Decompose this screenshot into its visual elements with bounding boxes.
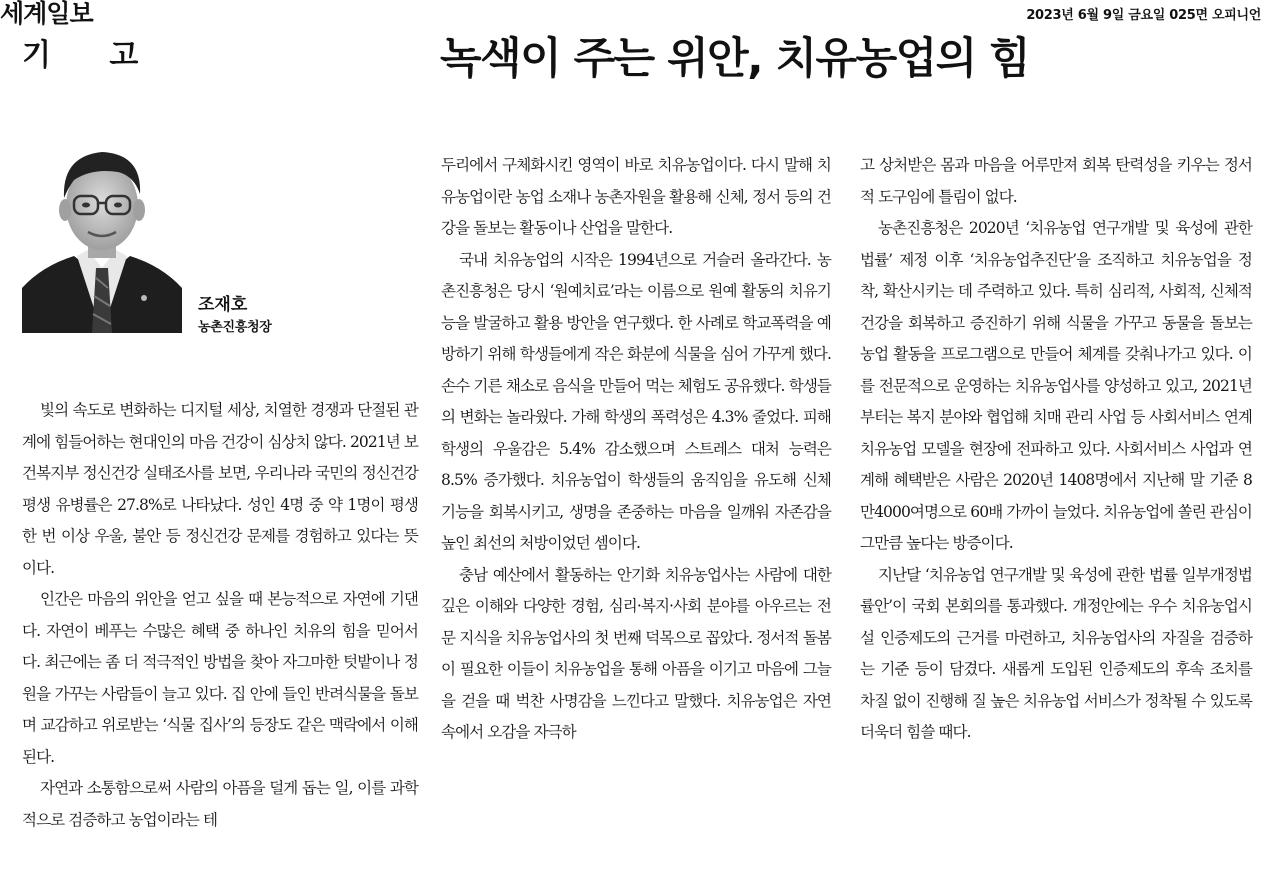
newspaper-logo: 세계일보 — [0, 0, 93, 28]
paragraph: 충남 예산에서 활동하는 안기화 치유농업사는 사람에 대한 깊은 이해와 다양한 경험, 심리·복지·사회 분야를 아우르는 전문 지식을 치유농업사의 첫 번째 덕목으로 꼽았다. 정서적 돌봄이 필요한 이들이 치유농업을 통해 아픔을 이기고 마음에 그늘을 걷을 때 벅찬 사명감을 느낀다고 말했다. 치유농업은 자연 속에서 오감을 자극하 — [441, 565, 831, 741]
paragraph: 농촌진흥청은 2020년 ‘치유농업 연구개발 및 육성에 관한 법률’ 제정 이후 ‘치유농업추진단’을 조직하고 치유농업을 정착, 확산시키는 데 주력하고 있다. 특히 심리적, 사회적, 신체적 건강을 회복하고 증진하기 위해 식물을 가꾸고 동물을 돌보는 농업 활동을 프로그램으로 만들어 체계를 갖춰나가고 있다. 이를 전문적으로 운영하는 치유농업사를 양성하고 있고, 2021년부터는 복지 분야와 협업해 치매 관리 사업 등 사회서비스 연계 치유농업 모델을 현장에 전파하고 있다. 사회서비스 사업과 연계해 혜택받은 사람은 2020년 1408명에서 지난해 말 기준 8만4000여명으로 60배 가까이 늘었다. 치유농업에 쏠린 관심이 그만큼 높다는 방증이다. — [860, 219, 1252, 552]
author-name: 조재호 — [198, 295, 248, 315]
paragraph: 두리에서 구체화시킨 영역이 바로 치유농업이다. 다시 말해 치유농업이란 농업 소재나 농촌자원을 활용해 신체, 정서 등의 건강을 돌보는 활동이나 산업을 말한다. — [441, 156, 831, 237]
article-column-1 — [22, 395, 418, 836]
paragraph: 국내 치유농업의 시작은 1994년으로 거슬러 올라간다. 농촌진흥청은 당시 ‘원예치료’라는 이름으로 원예 활동의 치유기능을 발굴하고 활용 방안을 연구했다. 한 사례로 학교폭력을 예방하기 위해 학생들에게 작은 화분에 식물을 심어 가꾸게 했다. 손수 기른 채소로 음식을 만들어 먹는 체험도 공유했다. 학생들의 변화는 놀라웠다. 가해 학생의 폭력성은 4.3% 줄었다. 피해 학생의 우울감은 5.4% 감소했으며 스트레스 대처 능력은 8.5% 증가했다. 치유농업이 학생들의 움직임을 유도해 신체 기능을 회복시키고, 생명을 존중하는 마음을 일깨워 자존감을 높인 최선의 처방이었던 셈이다. — [441, 250, 831, 552]
article-column-3 — [860, 150, 1252, 749]
paragraph: 인간은 마음의 위안을 얻고 싶을 때 본능적으로 자연에 기댄다. 자연이 베푸는 수많은 혜택 중 하나인 치유의 힘을 믿어서다. 최근에는 좀 더 적극적인 방법을 찾아 자그마한 텃밭이나 정원을 가꾸는 사람들이 늘고 있다. 집 안에 들인 반려식물을 돌보며 교감하고 위로받는 ‘식물 집사’의 등장도 같은 맥락에서 이해된다. — [22, 590, 418, 766]
article-column-2 — [441, 150, 831, 749]
paragraph: 빛의 속도로 변화하는 디지털 세상, 치열한 경쟁과 단절된 관계에 힘들어하는 현대인의 마음 건강이 심상치 않다. 2021년 보건복지부 정신건강 실태조사를 보면, 우리나라 국민의 정신건강 평생 유병률은 27.8%로 나타났다. 성인 4명 중 약 1명이 평생 한 번 이상 우울, 불안 등 정신건강 문제를 경험하고 있다는 뜻이다. — [22, 401, 418, 577]
paragraph: 자연과 소통함으로써 사람의 아픔을 덜게 돕는 일, 이를 과학적으로 검증하고 농업이라는 테 — [22, 779, 418, 829]
author-title: 농촌진흥청장 — [198, 320, 272, 335]
section-label: 기 고 — [22, 38, 143, 73]
author-photo — [22, 128, 182, 333]
headline: 녹색이 주는 위안, 치유농업의 힘 — [440, 34, 1030, 84]
paragraph: 지난달 ‘치유농업 연구개발 및 육성에 관한 법률 일부개정법률안’이 국회 본회의를 통과했다. 개정안에는 우수 치유농업시설 인증제도의 근거를 마련하고, 치유농업사의 자질을 검증하는 기준 등이 담겼다. 새롭게 도입된 인증제도의 후속 조치를 차질 없이 진행해 질 높은 치유농업 서비스가 정착될 수 있도록 더욱더 힘쓸 때다. — [860, 565, 1252, 741]
dateline: 2023년 6월 9일 금요일 025면 오피니언 — [1026, 8, 1261, 23]
paragraph: 고 상처받은 몸과 마음을 어루만져 회복 탄력성을 키우는 정서적 도구임에 틀림이 없다. — [860, 156, 1252, 206]
